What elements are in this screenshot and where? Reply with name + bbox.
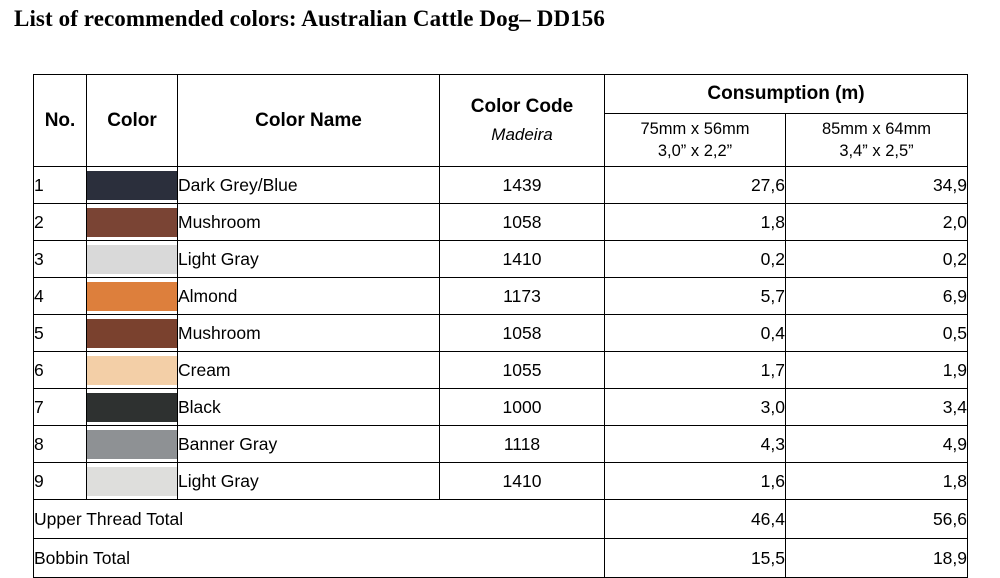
- consumption-size-2: 6,9: [786, 278, 968, 315]
- color-swatch: [87, 393, 177, 422]
- color-swatch-cell: [87, 426, 178, 463]
- row-number: 6: [34, 352, 87, 389]
- header-size-2: [786, 114, 968, 167]
- color-name: Cream: [178, 352, 440, 389]
- total-consumption-size-2: 18,9: [786, 539, 968, 578]
- table-row: [34, 426, 968, 463]
- consumption-size-1: 4,3: [605, 426, 786, 463]
- header-size-1-in: 3,0” x 2,2”: [657, 142, 733, 160]
- color-swatch-cell: [87, 278, 178, 315]
- color-swatch-cell: [87, 389, 178, 426]
- header-color-code: [440, 75, 605, 167]
- color-code: 1055: [440, 352, 605, 389]
- header-consumption: Consumption (m): [605, 75, 968, 114]
- consumption-size-1: 5,7: [605, 278, 786, 315]
- consumption-size-2: 0,2: [786, 241, 968, 278]
- total-consumption-size-2: 56,6: [786, 500, 968, 539]
- color-name: Mushroom: [178, 204, 440, 241]
- row-number: 2: [34, 204, 87, 241]
- color-swatch-cell: [87, 241, 178, 278]
- table-header: [34, 75, 968, 167]
- color-name: Light Gray: [178, 241, 440, 278]
- row-number: 5: [34, 315, 87, 352]
- row-number: 9: [34, 463, 87, 500]
- color-swatch-cell: [87, 352, 178, 389]
- color-code: 1058: [440, 204, 605, 241]
- color-code: 1058: [440, 315, 605, 352]
- header-size-1-mm: 75mm x 56mm: [640, 119, 750, 138]
- color-swatch: [87, 356, 177, 385]
- consumption-size-2: 3,4: [786, 389, 968, 426]
- color-name: Black: [178, 389, 440, 426]
- color-code: 1410: [440, 241, 605, 278]
- color-name: Light Gray: [178, 463, 440, 500]
- table-row: [34, 167, 968, 204]
- color-swatch-cell: [87, 204, 178, 241]
- consumption-size-2: 0,5: [786, 315, 968, 352]
- row-number: 3: [34, 241, 87, 278]
- color-swatch-cell: [87, 315, 178, 352]
- header-size-2-in: 3,4” x 2,5”: [839, 142, 914, 160]
- header-color-code-label: Color Code: [470, 96, 574, 117]
- consumption-size-1: 1,8: [605, 204, 786, 241]
- color-code: 1173: [440, 278, 605, 315]
- color-name: Banner Gray: [178, 426, 440, 463]
- table-row: [34, 278, 968, 315]
- table-row: [34, 463, 968, 500]
- color-code: 1118: [440, 426, 605, 463]
- color-list-table-wrapper: [33, 74, 967, 578]
- header-color-name: Color Name: [178, 75, 440, 167]
- total-label: Bobbin Total: [34, 539, 605, 578]
- consumption-size-2: 34,9: [786, 167, 968, 204]
- table-row: [34, 352, 968, 389]
- total-consumption-size-1: 15,5: [605, 539, 786, 578]
- header-color: Color: [87, 75, 178, 167]
- consumption-size-2: 4,9: [786, 426, 968, 463]
- row-number: 8: [34, 426, 87, 463]
- consumption-size-2: 2,0: [786, 204, 968, 241]
- color-code: 1410: [440, 463, 605, 500]
- consumption-size-2: 1,9: [786, 352, 968, 389]
- table-row: [34, 315, 968, 352]
- total-consumption-size-1: 46,4: [605, 500, 786, 539]
- consumption-size-1: 1,7: [605, 352, 786, 389]
- consumption-size-1: 1,6: [605, 463, 786, 500]
- total-row: [34, 539, 968, 578]
- table-row: [34, 204, 968, 241]
- color-swatch: [87, 171, 177, 200]
- row-number: 1: [34, 167, 87, 204]
- color-name: Dark Grey/Blue: [178, 167, 440, 204]
- table-row: [34, 389, 968, 426]
- row-number: 4: [34, 278, 87, 315]
- color-swatch: [87, 467, 177, 496]
- color-code: 1439: [440, 167, 605, 204]
- header-size-2-mm: 85mm x 64mm: [821, 119, 932, 138]
- consumption-size-1: 27,6: [605, 167, 786, 204]
- consumption-size-1: 0,2: [605, 241, 786, 278]
- consumption-size-1: 0,4: [605, 315, 786, 352]
- table-body: [34, 167, 968, 578]
- total-label: Upper Thread Total: [34, 500, 605, 539]
- header-color-code-brand: Madeira: [491, 125, 553, 144]
- row-number: 7: [34, 389, 87, 426]
- consumption-size-1: 3,0: [605, 389, 786, 426]
- color-swatch: [87, 319, 177, 348]
- header-no: No.: [34, 75, 87, 167]
- color-code: 1000: [440, 389, 605, 426]
- recommended-colors-table: [33, 74, 968, 578]
- color-name: Almond: [178, 278, 440, 315]
- table-row: [34, 241, 968, 278]
- color-name: Mushroom: [178, 315, 440, 352]
- color-swatch-cell: [87, 167, 178, 204]
- color-swatch: [87, 208, 177, 237]
- color-swatch-cell: [87, 463, 178, 500]
- total-row: [34, 500, 968, 539]
- color-swatch: [87, 430, 177, 459]
- color-swatch: [87, 282, 177, 311]
- consumption-size-2: 1,8: [786, 463, 968, 500]
- page-title: List of recommended colors: Australian Cattle Dog– DD156: [14, 6, 605, 31]
- header-size-1: [605, 114, 786, 167]
- color-swatch: [87, 245, 177, 274]
